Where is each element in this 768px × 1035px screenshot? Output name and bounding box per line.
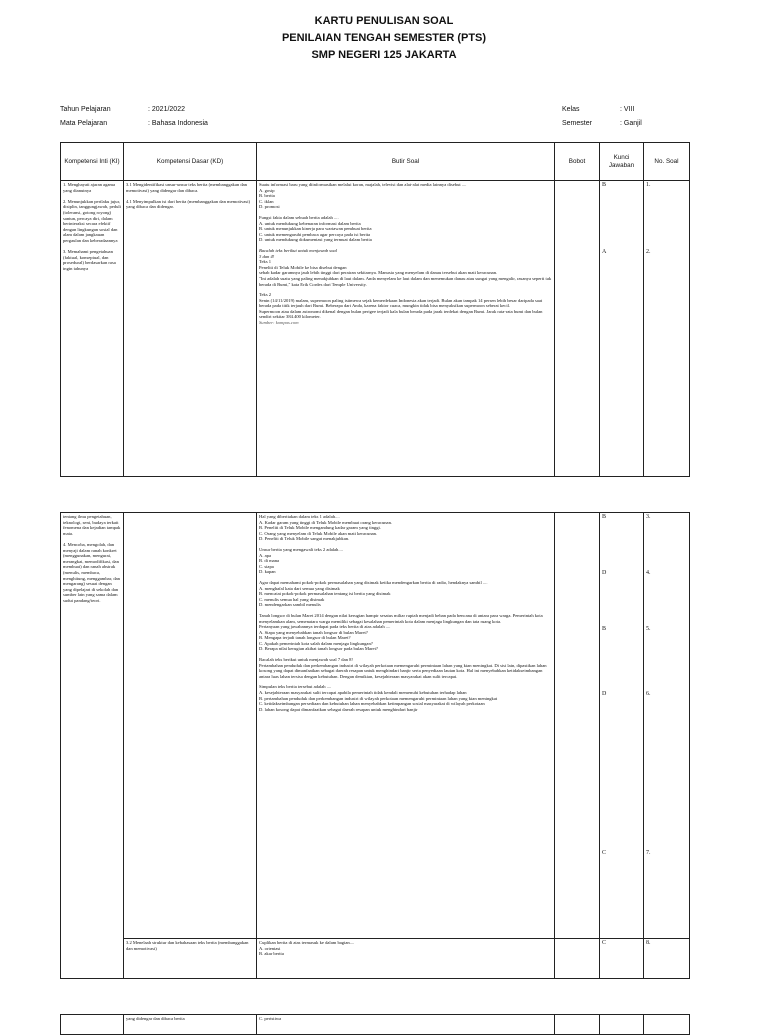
mapel-label: Mata Pelajaran bbox=[60, 120, 108, 127]
col-ki-header: Kompetensi Inti (KI) bbox=[61, 143, 124, 181]
col-kunci-header: Kunci Jawaban bbox=[600, 143, 644, 181]
question-number-7: 7. bbox=[646, 850, 651, 856]
table-row bbox=[61, 513, 690, 939]
reading-2-instruction: Bacalah teks berikut untuk menjawab soal 7 dan 8! bbox=[259, 657, 353, 663]
question-number-5: 5. bbox=[646, 626, 651, 632]
question-7-option-b: B. pertambahan penduduk dan perkembangan industri di wilayah perkotaan memengaruhi permintaan lahan yang kian meningkat bbox=[259, 695, 498, 701]
source-note: Sumber: kompas.com bbox=[259, 320, 299, 326]
answer-key-6: D bbox=[602, 691, 607, 697]
question-4-option-c: C. siapa bbox=[259, 563, 274, 569]
card-title: KARTU PENULISAN SOAL bbox=[314, 15, 454, 27]
text-2-para-2: Supermoon atau dalam astronomi dikenal dengan bulan perigee terjadi kala bulan berada pada jarak terdekat dengan Bumi. Jarak rata-rata bumi dan bulan sendiri sekitar 384.400 kilometer. bbox=[259, 308, 543, 320]
text-2-label: Teks 2 bbox=[259, 292, 272, 298]
question-2-option-b: B. untuk menunjukkan kinerja para wartawan pembuat berita bbox=[259, 226, 372, 232]
question-3-option-d: D. Peneliti di Teluk Mobile sangat menakjubkan. bbox=[259, 536, 350, 542]
question-7-option-c: C. ketidakseimbangan persediaan dan kebutuhan lahan menyebabkan ketimpangan sosial masyarakat di wilayah perkotaan bbox=[259, 701, 485, 707]
text-1-label: Teks 1 bbox=[259, 259, 272, 265]
kd-cell: 3.2 Menelaah struktur dan kebahasaan teks berita (membanggakan dan memotivasi) bbox=[124, 939, 257, 979]
bobot-cell bbox=[555, 1015, 600, 1035]
no-cell: 8. bbox=[644, 939, 690, 979]
butir-cell bbox=[257, 939, 555, 979]
question-6-option-d: D. Berapa nilai kerugian akibat tanah longsor pada bulan Maret? bbox=[259, 646, 378, 652]
table-row bbox=[61, 939, 690, 979]
mapel-value: : Bahasa Indonesia bbox=[148, 120, 208, 127]
question-number-4: 4. bbox=[646, 570, 651, 576]
tahun-value: : 2021/2022 bbox=[148, 106, 185, 113]
butir-cell bbox=[257, 181, 555, 477]
question-5-option-d: D. mendengarkan sambil menulis bbox=[259, 602, 321, 608]
question-number-3: 3. bbox=[646, 514, 651, 520]
table-header-row bbox=[61, 143, 690, 181]
col-butir-header: Butir Soal bbox=[257, 143, 555, 181]
bobot-cell bbox=[555, 181, 600, 477]
answer-key-2: A bbox=[602, 249, 607, 255]
question-5 bbox=[259, 580, 552, 608]
kd-cell: 3.1 Mengidentifikasi unsur-unsur teks berita (membanggakan dan memotivasi) yang didengar dan dibaca. 4.1 Menyimpulkan isi dari berita (membanggakan dan memotivasi) yang dibaca dan didengar. bbox=[124, 181, 257, 477]
butir-cell bbox=[257, 513, 555, 939]
col-no-header: No. Soal bbox=[644, 143, 690, 181]
kelas-value: : VIII bbox=[620, 106, 635, 113]
question-7-option-d: D. lahan kosong dapat dimanfaatkan sebagai daerah resapan untuk menghindari banjir bbox=[259, 706, 418, 712]
text-1-quote: "Ini adalah suatu yang paling menakjubkan di laut dalam. Anda menyelam ke laut dalam dan menemukan danau atau sungai yang mengalir, rasanya seperti tak berada di Bumi," kata Erik Cordes dari Temple University. bbox=[259, 275, 552, 287]
kd-cell-empty bbox=[124, 513, 257, 939]
question-3-option-c: C. Orang yang menyelam di Teluk Mobile akan mati keracunan. bbox=[259, 530, 378, 536]
answer-key-3: B bbox=[602, 514, 607, 520]
question-table-1 bbox=[60, 142, 690, 477]
question-8-stem: Cuplikan berita di atas termasuk ke dalam bagian.... bbox=[259, 940, 355, 945]
reading-2-body: Pertambahan penduduk dan perkembangan industri di wilayah perkotaan memengaruhi permintaan lahan yang kian meningkat. Di sisi lain, dipastikan lahan kosong yang dapat dimanfaatkan sebagai daerah resapan untuk menghindari banjir serta penyediaan lautan kota. Hal ini menyebabkan ketidakseimbangan antara luas lahan tersisa dengan kebutuhan. Dengan demikian, kesejahteraan masyarakat akan sulit tercapai. bbox=[259, 662, 547, 679]
kunci-cell bbox=[600, 1015, 644, 1035]
question-3-option-b: B. Peneliti di Teluk Mobile mengandung kadar garam yang tinggi. bbox=[259, 525, 381, 531]
reading-passage-2 bbox=[259, 657, 552, 679]
ki-cell: tentang ilmu pengetahuan, teknologi, seni, budaya terkait fenomena dan kejadian tampak mata. 4. Mencoba, mengolah, dan menyaji dalam ranah konkret (menggunakan, mengurai, merangkai, memodifikasi, dan membuat) dan ranah abstrak (menulis, membaca, menghitung, menggambar, dan mengarang) sesuai dengan yang dipelajari di sekolah dan sumber lain yang sama dalam sudut pandang/teori. bbox=[61, 513, 124, 979]
question-8-option-b: B. akar berita bbox=[259, 951, 284, 957]
question-5-option-c: C. menulis semua hal yang disimak bbox=[259, 596, 325, 602]
table-row bbox=[61, 1015, 690, 1035]
question-1-option-c: C. iklan bbox=[259, 198, 274, 204]
bobot-cell bbox=[555, 513, 600, 939]
semester-value: : Ganjil bbox=[620, 120, 642, 127]
text-1-line-2: sebab kadar garamnya jauh lebih tinggi dari perairan sekitarnya. Manusia yang menyelam di danau tersebut akan mati keracunan. bbox=[259, 270, 498, 276]
question-1-option-b: B. berita bbox=[259, 193, 275, 199]
question-2-option-c: C. untuk memengaruhi pembaca agar percaya pada isi berita bbox=[259, 231, 371, 237]
question-6 bbox=[259, 613, 552, 652]
question-6-option-b: B. Mengapa terjadi tanah longsor di bulan Maret? bbox=[259, 635, 351, 641]
kunci-cell bbox=[600, 181, 644, 477]
question-5-option-b: B. mencatat pokok-pokok permasalahan tentang isi berita yang disimak bbox=[259, 591, 391, 597]
question-7-stem: Simpulan teks berita tersebut adalah .... bbox=[259, 684, 332, 690]
question-3 bbox=[259, 514, 552, 542]
ki-cell: 1. Menghayati ajaran agama yang dianutnya 2. Menunjukkan perilaku jujur, disiplin, tanggungjawab, peduli (toleransi, gotong royong) santun, percaya diri, dalam berinteraksi secara efektif dengan lingkungan sosial dan alam dalam jangkauan pergaulan dan keberadaannya 3. Memahami pengetahuan (faktual, konseptual, dan prosedural) berdasarkan rasa ingin tahunya bbox=[61, 181, 124, 477]
question-number-6: 6. bbox=[646, 691, 651, 697]
question-4-option-b: B. di mana bbox=[259, 558, 280, 564]
question-1-option-d: D. promosi bbox=[259, 204, 280, 210]
question-1-option-a: A. gosip bbox=[259, 187, 275, 193]
reading-instruction: Bacalah teks berikut untuk menjawab soal bbox=[259, 247, 337, 253]
question-table-2 bbox=[60, 512, 690, 979]
question-2-stem: Fungsi fakta dalam sebuah berita adalah .... bbox=[259, 214, 339, 220]
tahun-label: Tahun Pelajaran bbox=[60, 106, 111, 113]
ki-cell bbox=[61, 1015, 124, 1035]
answer-key-1: B bbox=[602, 182, 607, 188]
question-4-option-d: D. kapan bbox=[259, 569, 276, 575]
answer-key-5: B bbox=[602, 626, 607, 632]
question-4 bbox=[259, 547, 552, 575]
question-2-option-a: A. untuk mendukung kebenaran informasi dalam berita bbox=[259, 220, 361, 226]
question-6-option-a: A. Siapa yang menyebabkan tanah longsor di bulan Maret? bbox=[259, 629, 368, 635]
question-5-stem: Agar dapat memahami pokok-pokok permasalahan yang disimak ketika mendengarkan berita di radio, hendaknya sambil .... bbox=[259, 579, 488, 585]
question-2-option-d: D. untuk mendukung dokumentasi yang termuat dalam berita bbox=[259, 237, 372, 243]
question-7-option-a: A. kesejahteraan masyarakat sulit tercapai apabila pemerintah tidak kendali memenuhi kebutuhan terhadap lahan bbox=[259, 690, 467, 696]
question-8-option-a: A. orientasi bbox=[259, 945, 281, 951]
question-3-option-a: A. Kadar garam yang tinggi di Teluk Mobile membuat orang keracunan. bbox=[259, 519, 393, 525]
semester-label: Semester bbox=[562, 120, 592, 127]
answer-key-4: D bbox=[602, 570, 607, 576]
reading-passage-1 bbox=[259, 248, 552, 326]
exam-title: PENILAIAN TENGAH SEMESTER (PTS) bbox=[281, 32, 487, 44]
question-6-passage: Tanah longsor di bulan Maret 2014 dengan nilai kerugian hampir sesatus miliar rupiah menjadi beban pada bencana di antara para warga. Pemerintah kota menyelamkan alam, semenatara warga memiliki sebagai kesalahan pemerintah kota dalam menjaga lingkungan dan tata ruang kota. bbox=[259, 612, 543, 624]
text-1-line-1: Peneliti di Teluk Mobile ke bisa disebut dengan bbox=[259, 264, 347, 270]
reading-instruction-questions: 3 dan 4! bbox=[259, 253, 275, 259]
kd-cell: yang didengar dan dibaca berita bbox=[124, 1015, 257, 1035]
butir-cell: C. peristiwa bbox=[257, 1015, 555, 1035]
kunci-cell bbox=[600, 513, 644, 939]
question-3-stem: Hal yang diberitakan dalam teks 1 adalah.... bbox=[259, 514, 340, 519]
bobot-cell bbox=[555, 939, 600, 979]
question-1 bbox=[259, 182, 552, 210]
question-4-stem: Unsur berita yang mengawali teks 2 adalah.... bbox=[259, 546, 343, 552]
answer-key-7: C bbox=[602, 850, 607, 856]
question-2 bbox=[259, 215, 552, 243]
question-8 bbox=[259, 940, 552, 957]
no-cell bbox=[644, 513, 690, 939]
no-cell bbox=[644, 181, 690, 477]
question-1-stem: Suatu informasi baru yang diinformasikan melalui koran, majalah, televisi dan alat-alat media lainnya disebut .... bbox=[259, 182, 467, 187]
question-6-stem: Pertanyaan yang jawabannya terdapat pada teks berita di atas adalah .... bbox=[259, 624, 391, 630]
question-table-3 bbox=[60, 1014, 690, 1035]
col-kd-header: Kompetensi Dasar (KD) bbox=[124, 143, 257, 181]
question-7 bbox=[259, 684, 552, 712]
question-6-option-c: C. Apakah pemerintah kota salah dalam menjaga lingkungan? bbox=[259, 640, 373, 646]
question-4-option-a: A. apa bbox=[259, 552, 271, 558]
kelas-label: Kelas bbox=[562, 106, 580, 113]
text-2-para-1: Senin (14/11/2019) malam, supermoon paling istimewa sejak kemerdekaan Indonesia akan terjadi. Bulan akan tampak 14 persen lebih besar daripada saat berada pada titik terjauh dari Bumi. Beberapa dari Anda, karena faktor cuaca, mungkin tidak bisa menyaksikan supermoon seberat kecil. bbox=[259, 297, 543, 309]
question-5-option-a: A. menghafal kata dari semua yang disimak bbox=[259, 585, 340, 591]
table-row bbox=[61, 181, 690, 477]
col-bobot-header: Bobot bbox=[555, 143, 600, 181]
question-number-1: 1. bbox=[646, 182, 651, 188]
kunci-cell: C bbox=[600, 939, 644, 979]
no-cell bbox=[644, 1015, 690, 1035]
question-number-2: 2. bbox=[646, 249, 651, 255]
school-name: SMP NEGERI 125 JAKARTA bbox=[311, 49, 457, 61]
